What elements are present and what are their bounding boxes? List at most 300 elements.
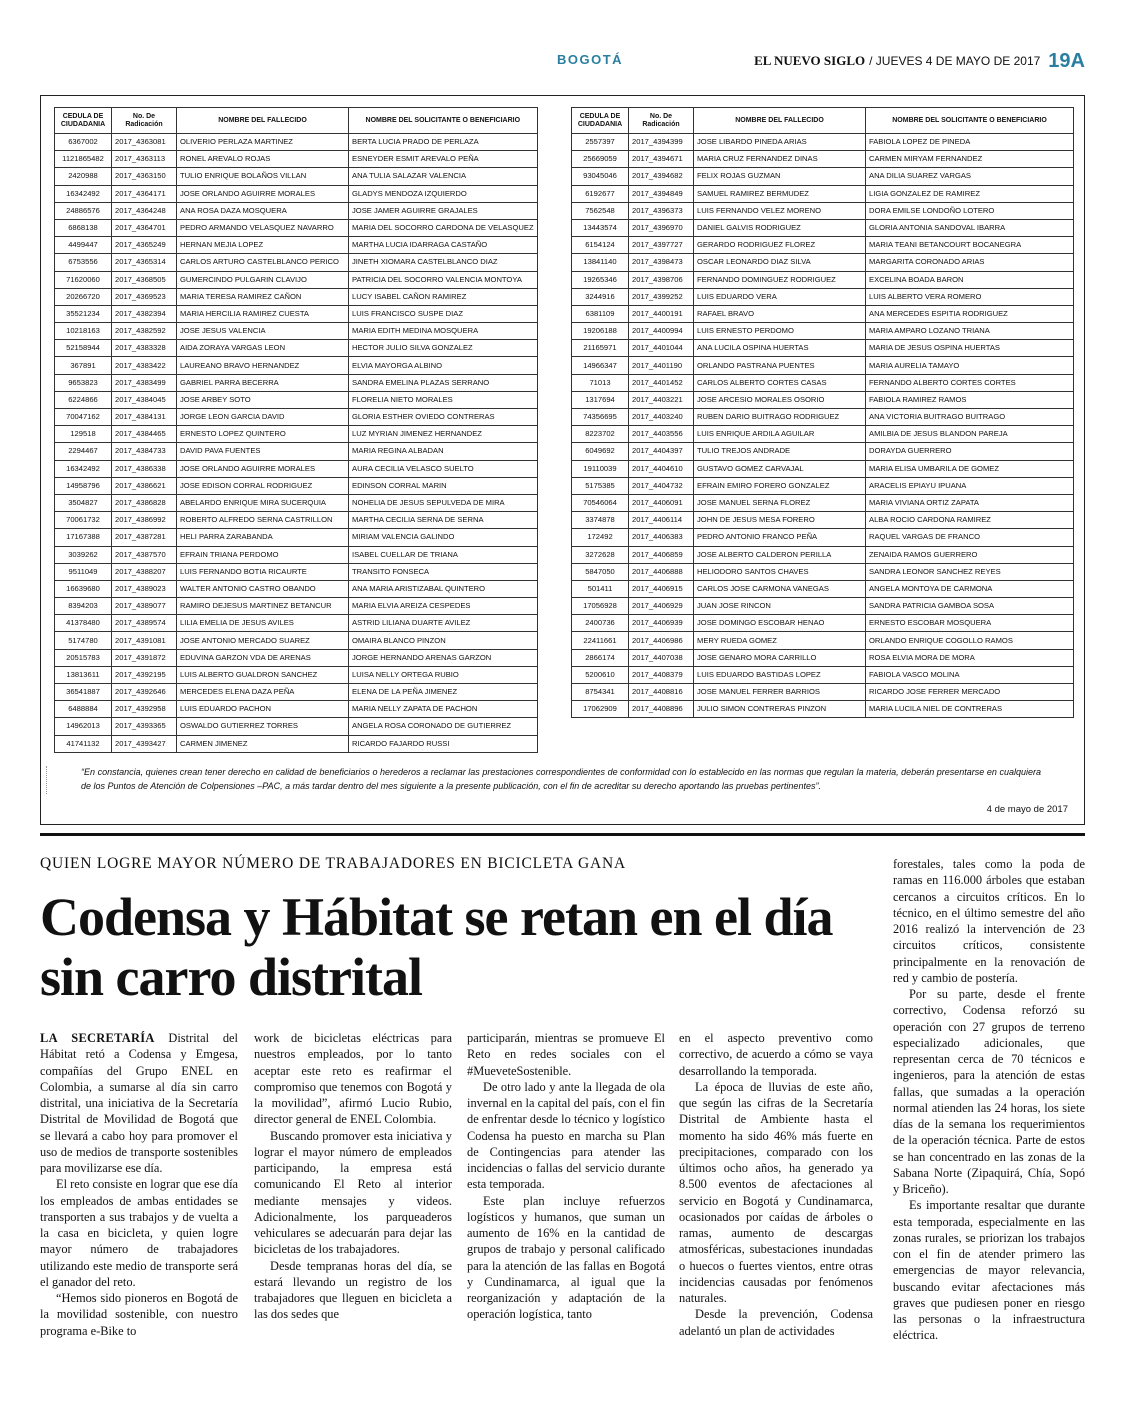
table-row — [572, 563, 1074, 580]
cedula-cell: 129518 — [55, 426, 112, 443]
radicacion-cell: 2017_4401452 — [629, 374, 694, 391]
solicitante-cell: ANA VICTORIA BUITRAGO BUITRAGO — [866, 409, 1074, 426]
table-row — [572, 168, 1074, 185]
radicacion-cell: 2017_4388207 — [112, 563, 177, 580]
cedula-cell: 16342492 — [55, 185, 112, 202]
cedula-cell: 3244916 — [572, 288, 629, 305]
table-row — [572, 477, 1074, 494]
table-row — [55, 580, 538, 597]
cedula-cell: 13841140 — [572, 254, 629, 271]
solicitante-cell: MARIA EDITH MEDINA MOSQUERA — [349, 323, 538, 340]
radicacion-cell: 2017_4389023 — [112, 580, 177, 597]
fallecido-cell: LUIS ALBERTO GUALDRON SANCHEZ — [177, 666, 349, 683]
cedula-cell: 3504827 — [55, 494, 112, 511]
radicacion-cell: 2017_4392646 — [112, 684, 177, 701]
table-row — [55, 202, 538, 219]
table-row — [572, 357, 1074, 374]
header-solicitante: NOMBRE DEL SOLICITANTE O BENEFICIARIO — [866, 108, 1074, 134]
cedula-cell: 5200610 — [572, 666, 629, 683]
cedula-cell: 2420988 — [55, 168, 112, 185]
fallecido-cell: JOSE MANUEL FERRER BARRIOS — [694, 684, 866, 701]
cedula-cell: 21165971 — [572, 340, 629, 357]
radicacion-cell: 2017_4401190 — [629, 357, 694, 374]
table-row — [572, 185, 1074, 202]
table-row — [572, 237, 1074, 254]
fallecido-cell: JORGE LEON GARCIA DAVID — [177, 409, 349, 426]
solicitante-cell: LUISA NELLY ORTEGA RUBIO — [349, 666, 538, 683]
fallecido-cell: OSCAR LEONARDO DIAZ SILVA — [694, 254, 866, 271]
solicitante-cell: LUIS FRANCISCO SUSPE DIAZ — [349, 305, 538, 322]
solicitante-cell: MARIA AMPARO LOZANO TRIANA — [866, 323, 1074, 340]
cedula-cell: 6224866 — [55, 391, 112, 408]
radicacion-cell: 2017_4384045 — [112, 391, 177, 408]
radicacion-cell: 2017_4407038 — [629, 649, 694, 666]
solicitante-cell: AURA CECILIA VELASCO SUELTO — [349, 460, 538, 477]
table-row — [55, 632, 538, 649]
solicitante-cell: LUCY ISABEL CAÑON RAMIREZ — [349, 288, 538, 305]
table-row — [55, 409, 538, 426]
table-row — [55, 735, 538, 752]
table-row — [55, 615, 538, 632]
table-row — [55, 718, 538, 735]
notice-date: 4 de mayo de 2017 — [986, 804, 1068, 815]
paragraph: El reto consiste en lograr que ese día los empleados de ambas entidades se transporten a sus trabajos y de vuelta a la casa en bicicleta, y quien logre mayor número de trabajadores utilizando este medio de transporte será el ganador del reto. — [40, 1177, 239, 1289]
fallecido-cell: ORLANDO PASTRANA PUENTES — [694, 357, 866, 374]
fallecido-cell: LUIS EDUARDO BASTIDAS LOPEZ — [694, 666, 866, 683]
radicacion-cell: 2017_4406986 — [629, 632, 694, 649]
cedula-cell: 8394203 — [55, 598, 112, 615]
paragraph: work de bicicletas eléctricas para nuestros empleados, por lo tanto aceptar este reto es reafirmar el compromiso que tenemos con Bogotá y la movilidad”, afirmó Lucio Rubio, director general de ENEL Colombia. — [254, 1031, 452, 1127]
cedula-cell: 8223702 — [572, 426, 629, 443]
table-row — [572, 546, 1074, 563]
cedula-cell: 71620060 — [55, 271, 112, 288]
radicacion-cell: 2017_4399252 — [629, 288, 694, 305]
radicacion-cell: 2017_4406929 — [629, 598, 694, 615]
cedula-cell: 70047162 — [55, 409, 112, 426]
cedula-cell: 13443574 — [572, 219, 629, 236]
cedula-cell: 16342492 — [55, 460, 112, 477]
cedula-cell: 52158944 — [55, 340, 112, 357]
solicitante-cell: DORAYDA GUERRERO — [866, 443, 1074, 460]
fallecido-cell: GERARDO RODRIGUEZ FLOREZ — [694, 237, 866, 254]
radicacion-cell: 2017_4363081 — [112, 134, 177, 151]
table-row — [55, 563, 538, 580]
radicacion-cell: 2017_4394399 — [629, 134, 694, 151]
cedula-cell: 20515783 — [55, 649, 112, 666]
paragraph: Buscando promover esta iniciativa y lograr el mayor número de empleados participando, la empresa está comunicando El Reto al interior mediante mensajes y videos. Adicionalmente, los parqueaderos vehiculares se adecuarán para dejar las bicicletas de los trabajadores. — [254, 1128, 452, 1257]
radicacion-cell: 2017_4386992 — [112, 512, 177, 529]
solicitante-cell: AMILBIA DE JESUS BLANDON PAREJA — [866, 426, 1074, 443]
fallecido-cell: DAVID PAVA FUENTES — [177, 443, 349, 460]
paragraph — [40, 1030, 238, 1176]
radicacion-cell: 2017_4397727 — [629, 237, 694, 254]
section-divider — [40, 833, 1085, 836]
radicacion-cell: 2017_4387281 — [112, 529, 177, 546]
paragraph: Desde la prevención, Codensa adelantó un plan de actividades — [679, 1307, 873, 1338]
radicacion-cell: 2017_4382592 — [112, 323, 177, 340]
solicitante-cell: FLORELIA NIETO MORALES — [349, 391, 538, 408]
table-row — [572, 684, 1074, 701]
solicitante-cell: MARTHA LUCIA IDARRAGA CASTAÑO — [349, 237, 538, 254]
article-column-4 — [679, 1030, 873, 1339]
cedula-cell: 16639680 — [55, 580, 112, 597]
solicitante-cell: MARGARITA CORONADO ARIAS — [866, 254, 1074, 271]
paper-line — [754, 48, 1085, 74]
header-radicacion: No. De Radicación — [629, 108, 694, 134]
radicacion-cell: 2017_4406383 — [629, 529, 694, 546]
fallecido-cell: GUMERCINDO PULGARIN CLAVIJO — [177, 271, 349, 288]
header-fallecido: NOMBRE DEL FALLECIDO — [694, 108, 866, 134]
table-row — [55, 237, 538, 254]
radicacion-cell: 2017_4394682 — [629, 168, 694, 185]
cedula-cell: 3272628 — [572, 546, 629, 563]
solicitante-cell: ORLANDO ENRIQUE COGOLLO RAMOS — [866, 632, 1074, 649]
solicitante-cell: MARIA REGINA ALBADAN — [349, 443, 538, 460]
fallecido-cell: HELIODORO SANTOS CHAVES — [694, 563, 866, 580]
table-row — [55, 460, 538, 477]
cedula-cell: 93045046 — [572, 168, 629, 185]
radicacion-cell: 2017_4384465 — [112, 426, 177, 443]
cedula-cell: 19110039 — [572, 460, 629, 477]
fallecido-cell: SAMUEL RAMIREZ BERMUDEZ — [694, 185, 866, 202]
cedula-cell: 172492 — [572, 529, 629, 546]
cedula-cell: 17167388 — [55, 529, 112, 546]
radicacion-cell: 2017_4383499 — [112, 374, 177, 391]
solicitante-cell: MARIA DE JESUS OSPINA HUERTAS — [866, 340, 1074, 357]
cedula-cell: 14958796 — [55, 477, 112, 494]
fallecido-cell: ERNESTO LOPEZ QUINTERO — [177, 426, 349, 443]
solicitante-cell: MARIA NELLY ZAPATA DE PACHON — [349, 701, 538, 718]
table-row — [55, 151, 538, 168]
fallecido-cell: JOSE ARBEY SOTO — [177, 391, 349, 408]
table-row — [572, 134, 1074, 151]
radicacion-cell: 2017_4363150 — [112, 168, 177, 185]
solicitante-cell: FABIOLA LOPEZ DE PINEDA — [866, 134, 1074, 151]
solicitante-cell: RICARDO FAJARDO RUSSI — [349, 735, 538, 752]
fallecido-cell: CARLOS ARTURO CASTELBLANCO PERICO — [177, 254, 349, 271]
table-row — [55, 546, 538, 563]
solicitante-cell: DORA EMILSE LONDOÑO LOTERO — [866, 202, 1074, 219]
radicacion-cell: 2017_4383422 — [112, 357, 177, 374]
radicacion-cell: 2017_4398706 — [629, 271, 694, 288]
cedula-cell: 19206188 — [572, 323, 629, 340]
fallecido-cell: RAFAEL BRAVO — [694, 305, 866, 322]
cedula-cell: 3374878 — [572, 512, 629, 529]
fallecido-cell: MERCEDES ELENA DAZA PEÑA — [177, 684, 349, 701]
solicitante-cell: ELENA DE LA PEÑA JIMENEZ — [349, 684, 538, 701]
table-row — [55, 701, 538, 718]
radicacion-cell: 2017_4401044 — [629, 340, 694, 357]
radicacion-cell: 2017_4404732 — [629, 477, 694, 494]
radicacion-cell: 2017_4396970 — [629, 219, 694, 236]
table-row — [572, 580, 1074, 597]
fallecido-cell: JOSE LIBARDO PINEDA ARIAS — [694, 134, 866, 151]
solicitante-cell: FABIOLA RAMIREZ RAMOS — [866, 391, 1074, 408]
cedula-cell: 6868138 — [55, 219, 112, 236]
solicitante-cell: ERNESTO ESCOBAR MOSQUERA — [866, 615, 1074, 632]
radicacion-cell: 2017_4406859 — [629, 546, 694, 563]
cedula-cell: 367891 — [55, 357, 112, 374]
table-row — [55, 305, 538, 322]
radicacion-cell: 2017_4406091 — [629, 494, 694, 511]
cedula-cell: 4499447 — [55, 237, 112, 254]
paragraph-text: Distrital del Hábitat retó a Codensa y Emgesa, compañías del Grupo ENEL en Colombia, a sumarse al día sin carro distrital, una iniciativa de la Secretaría Distrital de Movilidad de Bogotá que se llevará a cabo hoy para promover el uso de medios de transporte sostenibles para movilizarse ese día. — [40, 1031, 238, 1175]
table-row — [55, 512, 538, 529]
side-reference-mark — [46, 766, 51, 794]
radicacion-cell: 2017_4406888 — [629, 563, 694, 580]
radicacion-cell: 2017_4383328 — [112, 340, 177, 357]
radicacion-cell: 2017_4387570 — [112, 546, 177, 563]
fallecido-cell: JOHN DE JESUS MESA FORERO — [694, 512, 866, 529]
solicitante-cell: MARIA TEANI BETANCOURT BOCANEGRA — [866, 237, 1074, 254]
solicitante-cell: HECTOR JULIO SILVA GONZALEZ — [349, 340, 538, 357]
article-column-5 — [893, 856, 1085, 1344]
cedula-cell: 25669059 — [572, 151, 629, 168]
fallecido-cell: HELI PARRA ZARABANDA — [177, 529, 349, 546]
fallecido-cell: RUBEN DARIO BUITRAGO RODRIGUEZ — [694, 409, 866, 426]
article-column-2 — [254, 1030, 452, 1323]
cedula-cell: 5174780 — [55, 632, 112, 649]
fallecido-cell: CARMEN JIMENEZ — [177, 735, 349, 752]
solicitante-cell: RAQUEL VARGAS DE FRANCO — [866, 529, 1074, 546]
solicitante-cell: ANA TULIA SALAZAR VALENCIA — [349, 168, 538, 185]
radicacion-cell: 2017_4369523 — [112, 288, 177, 305]
radicacion-cell: 2017_4404397 — [629, 443, 694, 460]
solicitante-cell: MARTHA CECILIA SERNA DE SERNA — [349, 512, 538, 529]
table-row — [55, 426, 538, 443]
solicitante-cell: GLADYS MENDOZA IZQUIERDO — [349, 185, 538, 202]
solicitante-cell: TRANSITO FONSECA — [349, 563, 538, 580]
radicacion-cell: 2017_4364701 — [112, 219, 177, 236]
table-row — [55, 666, 538, 683]
solicitante-cell: GLORIA ESTHER OVIEDO CONTRERAS — [349, 409, 538, 426]
solicitante-cell: MARIA AURELIA TAMAYO — [866, 357, 1074, 374]
section-name: BOGOTÁ — [556, 52, 624, 67]
paragraph: Por su parte, desde el frente correctivo, Codensa reforzó su operación con 27 grupos de terreno especializado adicionales, que representan cerca de 70 técnicos e ingenieros, para la atención de estas fallas, que sumadas a la operación normal atienden las 24 horas, los siete días de la semana los requerimientos de la operación técnica. Parte de estos se han concentrado en las zonas de la Sabana Norte (Zipaquirá, Chía, Sopó y Briceño). — [893, 987, 1085, 1196]
solicitante-cell: ANGELA MONTOYA DE CARMONA — [866, 580, 1074, 597]
cedula-cell: 6488884 — [55, 701, 112, 718]
solicitante-cell: CARMEN MIRYAM FERNANDEZ — [866, 151, 1074, 168]
fallecido-cell: MARIA TERESA RAMIREZ CAÑON — [177, 288, 349, 305]
cedula-cell: 41378480 — [55, 615, 112, 632]
fallecido-cell: RAMIRO DEJESUS MARTINEZ BETANCUR — [177, 598, 349, 615]
solicitante-cell: ASTRID LILIANA DUARTE AVILEZ — [349, 615, 538, 632]
solicitante-cell: MARIA LUCILA NIEL DE CONTRERAS — [866, 701, 1074, 718]
cedula-cell: 17056928 — [572, 598, 629, 615]
fallecido-cell: OLIVERIO PERLAZA MARTINEZ — [177, 134, 349, 151]
radicacion-cell: 2017_4386338 — [112, 460, 177, 477]
radicacion-cell: 2017_4393427 — [112, 735, 177, 752]
table-row — [572, 615, 1074, 632]
cedula-cell: 35521234 — [55, 305, 112, 322]
cedula-cell: 70061732 — [55, 512, 112, 529]
table-row — [55, 185, 538, 202]
fallecido-cell: JOSE EDISON CORRAL RODRIGUEZ — [177, 477, 349, 494]
cedula-cell: 6154124 — [572, 237, 629, 254]
radicacion-cell: 2017_4389077 — [112, 598, 177, 615]
cedula-cell: 6381109 — [572, 305, 629, 322]
solicitante-cell: EXCELINA BOADA BARON — [866, 271, 1074, 288]
fallecido-cell: LILIA EMELIA DE JESUS AVILES — [177, 615, 349, 632]
masthead — [40, 48, 1085, 74]
fallecido-cell: DANIEL GALVIS RODRIGUEZ — [694, 219, 866, 236]
radicacion-cell: 2017_4394671 — [629, 151, 694, 168]
fallecido-cell: GABRIEL PARRA BECERRA — [177, 374, 349, 391]
radicacion-cell: 2017_4389574 — [112, 615, 177, 632]
header-cedula: CEDULA DE CIUDADANIA — [55, 108, 112, 134]
fallecido-cell: ABELARDO ENRIQUE MIRA SUCERQUIA — [177, 494, 349, 511]
fallecido-cell: PEDRO ARMANDO VELASQUEZ NAVARRO — [177, 219, 349, 236]
fallecido-cell: JOSE ORLANDO AGUIRRE MORALES — [177, 185, 349, 202]
fallecido-cell: JOSE DOMINGO ESCOBAR HENAO — [694, 615, 866, 632]
fallecido-cell: LUIS EDUARDO PACHON — [177, 701, 349, 718]
fallecido-cell: TULIO ENRIQUE BOLAÑOS VILLAN — [177, 168, 349, 185]
fallecido-cell: JULIO SIMON CONTRERAS PINZON — [694, 701, 866, 718]
table-row — [572, 529, 1074, 546]
solicitante-cell: JINETH XIOMARA CASTELBLANCO DIAZ — [349, 254, 538, 271]
solicitante-cell: MARIA ELISA UMBARILA DE GOMEZ — [866, 460, 1074, 477]
cedula-cell: 19265346 — [572, 271, 629, 288]
radicacion-cell: 2017_4392195 — [112, 666, 177, 683]
fallecido-cell: JUAN JOSE RINCON — [694, 598, 866, 615]
fallecido-cell: ANA LUCILA OSPINA HUERTAS — [694, 340, 866, 357]
table-row — [572, 632, 1074, 649]
solicitante-cell: OMAIRA BLANCO PINZON — [349, 632, 538, 649]
solicitante-cell: ANA MARIA ARISTIZABAL QUINTERO — [349, 580, 538, 597]
fallecido-cell: JOSE ARCESIO MORALES OSORIO — [694, 391, 866, 408]
cedula-cell: 9653823 — [55, 374, 112, 391]
fallecido-cell: LUIS FERNANDO VELEZ MORENO — [694, 202, 866, 219]
fallecido-cell: OSWALDO GUTIERREZ TORRES — [177, 718, 349, 735]
table-row — [55, 340, 538, 357]
cedula-cell: 22411661 — [572, 632, 629, 649]
cedula-cell: 8754341 — [572, 684, 629, 701]
article-column-3 — [467, 1030, 665, 1323]
table-row — [55, 271, 538, 288]
solicitante-cell: ZENAIDA RAMOS GUERRERO — [866, 546, 1074, 563]
fallecido-cell: EFRAIN EMIRO FORERO GONZALEZ — [694, 477, 866, 494]
cedula-cell: 2557397 — [572, 134, 629, 151]
table-row — [572, 202, 1074, 219]
solicitante-cell: FABIOLA VASCO MOLINA — [866, 666, 1074, 683]
lead-word: LA SECRETARÍA — [40, 1031, 155, 1045]
notice-box — [40, 95, 1085, 825]
header-radicacion: No. De Radicación — [112, 108, 177, 134]
paper-date: / JUEVES 4 DE MAYO DE 2017 — [869, 54, 1041, 68]
solicitante-cell: MARIA DEL SOCORRO CARDONA DE VELASQUEZ — [349, 219, 538, 236]
paragraph: forestales, tales como la poda de ramas en 116.000 árboles que estaban cercanos a circuitos críticos. En lo técnico, en el último semestre del año 2016 realizó la intervención de 23 circuitos críticos, consistente principalmente en la renovación de red y cambio de postería. — [893, 857, 1085, 985]
article-kicker: QUIEN LOGRE MAYOR NÚMERO DE TRABAJADORES EN BICICLETA GANA — [40, 855, 626, 872]
solicitante-cell: ARACELIS EPIAYU IPUANA — [866, 477, 1074, 494]
radicacion-cell: 2017_4406915 — [629, 580, 694, 597]
solicitante-cell: ANA MERCEDES ESPITIA RODRIGUEZ — [866, 305, 1074, 322]
table-row — [572, 649, 1074, 666]
fallecido-cell: AIDA ZORAYA VARGAS LEON — [177, 340, 349, 357]
radicacion-cell: 2017_4393365 — [112, 718, 177, 735]
cedula-cell: 74356695 — [572, 409, 629, 426]
table-row — [572, 512, 1074, 529]
fallecido-cell: LUIS EDUARDO VERA — [694, 288, 866, 305]
table-row — [55, 357, 538, 374]
table-row — [572, 305, 1074, 322]
table-row — [572, 409, 1074, 426]
radicacion-cell: 2017_4364248 — [112, 202, 177, 219]
cedula-cell: 6049692 — [572, 443, 629, 460]
paragraph: en el aspecto preventivo como correctivo, de acuerdo a cómo se vaya desarrollando la temporada. — [679, 1031, 873, 1078]
cedula-cell: 2400736 — [572, 615, 629, 632]
solicitante-cell: ANA DILIA SUAREZ VARGAS — [866, 168, 1074, 185]
table-row — [55, 684, 538, 701]
solicitante-cell: SANDRA PATRICIA GAMBOA SOSA — [866, 598, 1074, 615]
cedula-cell: 70546064 — [572, 494, 629, 511]
radicacion-cell: 2017_4391081 — [112, 632, 177, 649]
table-row — [55, 391, 538, 408]
table-row — [55, 134, 538, 151]
table-row — [572, 340, 1074, 357]
table-row — [572, 151, 1074, 168]
cedula-cell: 14966347 — [572, 357, 629, 374]
fallecido-cell: JOSE ORLANDO AGUIRRE MORALES — [177, 460, 349, 477]
table-row — [55, 649, 538, 666]
solicitante-cell: ANGELA ROSA CORONADO DE GUTIERREZ — [349, 718, 538, 735]
page-number: 19A — [1048, 49, 1085, 72]
radicacion-cell: 2017_4394849 — [629, 185, 694, 202]
radicacion-cell: 2017_4368505 — [112, 271, 177, 288]
cedula-cell: 24886576 — [55, 202, 112, 219]
radicacion-cell: 2017_4398473 — [629, 254, 694, 271]
paragraph: Este plan incluye refuerzos logísticos y humanos, que suman un aumento de 16% en la cantidad de grupos de trabajo y personal calificado para la atención de las fallas en Bogotá y Cundinamarca, al igual que la reorganización y adaptación de la operación logística, tanto — [467, 1193, 665, 1322]
fallecido-cell: ROBERTO ALFREDO SERNA CASTRILLON — [177, 512, 349, 529]
radicacion-cell: 2017_4408379 — [629, 666, 694, 683]
solicitante-cell: JORGE HERNANDO ARENAS GARZON — [349, 649, 538, 666]
solicitante-cell: BERTA LUCIA PRADO DE PERLAZA — [349, 134, 538, 151]
fallecido-cell: JOSE MANUEL SERNA FLOREZ — [694, 494, 866, 511]
cedula-cell: 1317694 — [572, 391, 629, 408]
table-row — [55, 374, 538, 391]
radicacion-cell: 2017_4391872 — [112, 649, 177, 666]
fallecido-cell: JOSE GENARO MORA CARRILLO — [694, 649, 866, 666]
table-row — [55, 168, 538, 185]
table-row — [572, 323, 1074, 340]
cedula-cell: 1121865482 — [55, 151, 112, 168]
fallecido-cell: EFRAIN TRIANA PERDOMO — [177, 546, 349, 563]
solicitante-cell: SANDRA LEONOR SANCHEZ REYES — [866, 563, 1074, 580]
cedula-cell: 501411 — [572, 580, 629, 597]
cedula-cell: 14962013 — [55, 718, 112, 735]
cedula-cell: 41741132 — [55, 735, 112, 752]
table-row — [55, 288, 538, 305]
radicacion-cell: 2017_4406939 — [629, 615, 694, 632]
solicitante-cell: NOHELIA DE JESUS SEPULVEDA DE MIRA — [349, 494, 538, 511]
table-row — [572, 494, 1074, 511]
fallecido-cell: PEDRO ANTONIO FRANCO PEÑA — [694, 529, 866, 546]
fallecido-cell: GUSTAVO GOMEZ CARVAJAL — [694, 460, 866, 477]
cedula-cell: 10218163 — [55, 323, 112, 340]
solicitante-cell: JOSE JAMER AGUIRRE GRAJALES — [349, 202, 538, 219]
fallecido-cell: JOSE ALBERTO CALDERON PERILLA — [694, 546, 866, 563]
solicitante-cell: MIRIAM VALENCIA GALINDO — [349, 529, 538, 546]
table-row — [55, 494, 538, 511]
radicacion-cell: 2017_4384131 — [112, 409, 177, 426]
paragraph: Es importante resaltar que durante esta temporada, especialmente en las zonas rurales, se priorizan los trabajos con el fin de atender primero las emergencias de mayor relevancia, buscando evitar afectaciones más graves que pudiesen poner en riesgo las personas o la infraestructura eléctrica. — [893, 1198, 1085, 1343]
fallecido-cell: LAUREANO BRAVO HERNANDEZ — [177, 357, 349, 374]
cedula-cell: 13813611 — [55, 666, 112, 683]
table-row — [572, 374, 1074, 391]
solicitante-cell: RICARDO JOSE FERRER MERCADO — [866, 684, 1074, 701]
solicitante-cell: EDINSON CORRAL MARIN — [349, 477, 538, 494]
radicacion-cell: 2017_4392958 — [112, 701, 177, 718]
radicacion-cell: 2017_4365249 — [112, 237, 177, 254]
